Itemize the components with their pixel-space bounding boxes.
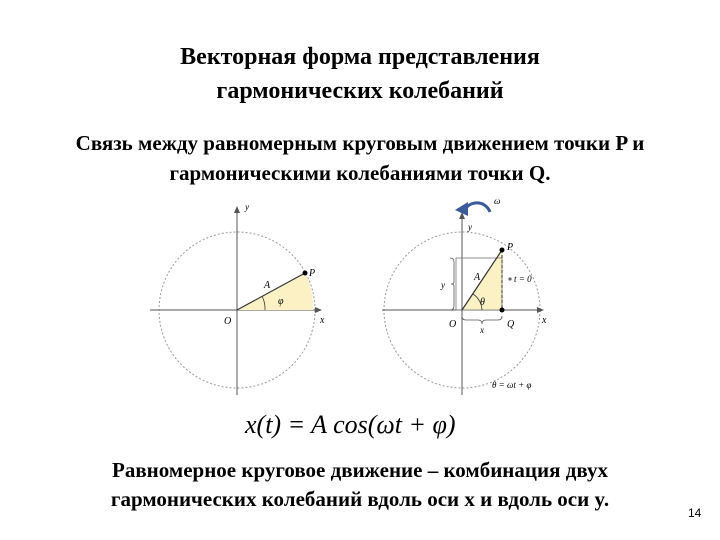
theta-formula: θ = ωt + φ (492, 380, 532, 390)
formula-close: ) (446, 410, 456, 439)
left-point-p (303, 271, 308, 276)
right-proj-x-label: x (480, 325, 484, 335)
formula-argument: ωt + φ (376, 410, 447, 439)
right-proj-y-label: y (441, 280, 445, 290)
right-y-brace (450, 258, 454, 310)
right-amplitude-label: A (474, 272, 481, 283)
right-point-q (500, 308, 505, 313)
conclusion-line-2: гармонических колебаний вдоль оси x и вдоль оси y. (110, 487, 610, 511)
omega-label: ω (494, 196, 501, 206)
slide-subtitle (0, 128, 720, 188)
title-line-1: Векторная форма представления (180, 44, 540, 70)
left-diagram (150, 202, 325, 395)
subtitle-line-2: гармоническими колебаниями точки Q. (169, 161, 551, 185)
time-label: t = 0 (514, 274, 532, 284)
omega-arrow (466, 203, 490, 212)
right-x-label: x (542, 315, 547, 326)
page-number: 14 (688, 506, 702, 520)
left-origin-label: O (224, 316, 232, 327)
right-point-p (500, 248, 505, 253)
left-angle-label: φ (278, 296, 284, 307)
formula (245, 410, 456, 440)
right-angle-label: θ (480, 297, 485, 308)
left-amplitude-label: A (264, 280, 271, 291)
left-y-label: y (245, 202, 249, 212)
slide-title (0, 40, 720, 108)
left-p-label: P (309, 268, 316, 279)
right-origin-label: O (449, 319, 457, 330)
left-x-label: x (320, 315, 325, 326)
right-y-label: y (468, 222, 472, 232)
title-line-2: гармонических колебаний (216, 78, 504, 104)
formula-lhs: x(t) = A cos( (245, 410, 377, 439)
right-p-label: P (507, 242, 514, 253)
right-diagram (382, 196, 547, 395)
conclusion-line-1: Равномерное круговое движение – комбинация двух (112, 458, 608, 482)
right-q-label: Q (507, 319, 515, 330)
subtitle-line-1: Связь между равномерным круговым движением точки P и (75, 131, 645, 155)
circular-motion-figure (150, 190, 570, 405)
right-x-brace (462, 316, 502, 324)
conclusion-text (0, 456, 720, 514)
